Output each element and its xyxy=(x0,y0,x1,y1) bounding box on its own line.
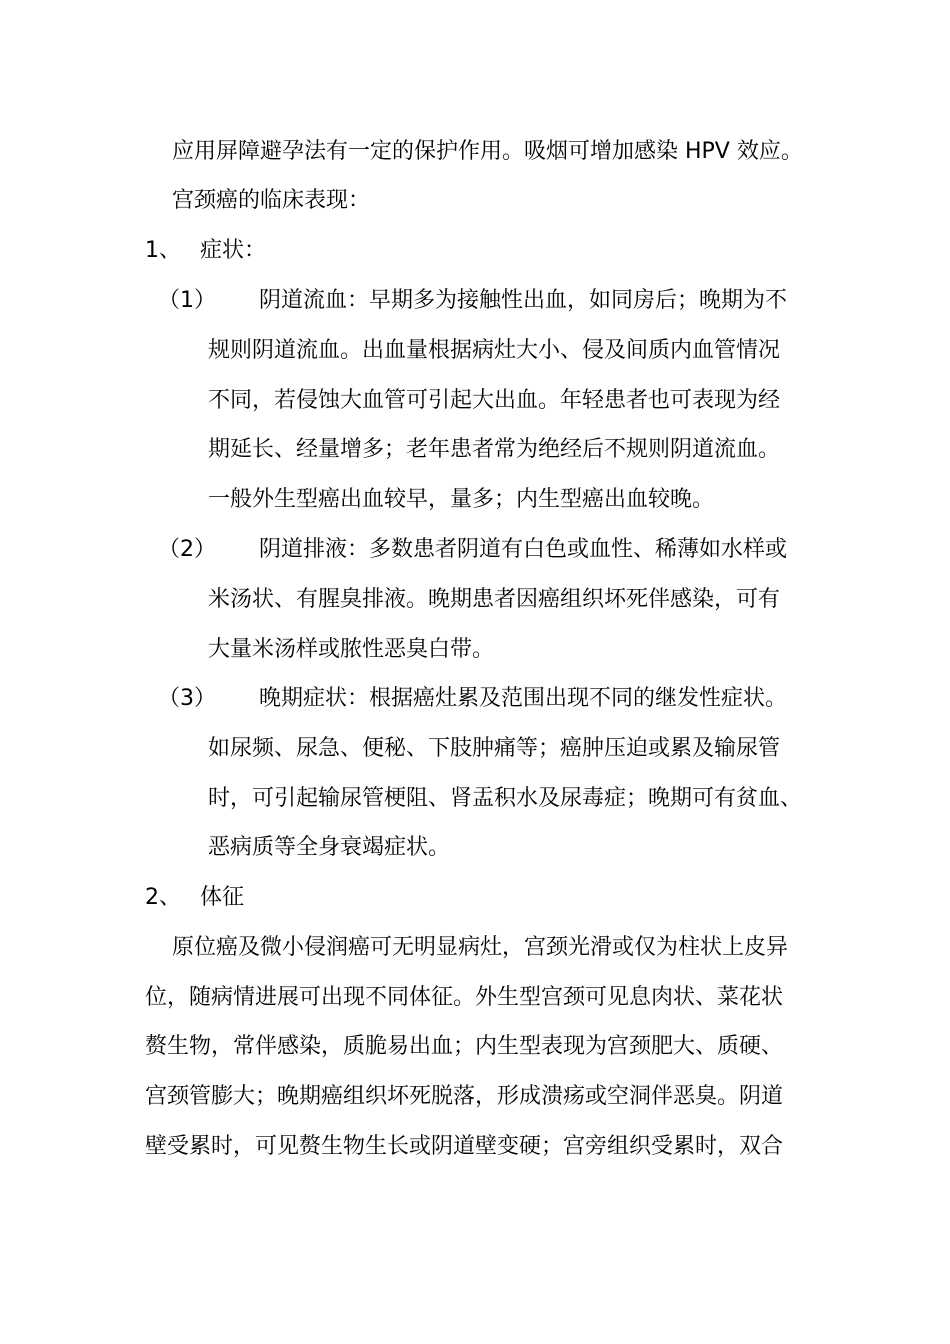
section2-paragraph-line: 赘生物，常伴感染，质脆易出血；内生型表现为宫颈肥大、质硬、 xyxy=(145,1034,784,1059)
section1-number: 1、 xyxy=(145,238,181,263)
item2-line: 大量米汤样或脓性恶臭白带。 xyxy=(208,637,495,662)
section2-paragraph-line: 宫颈管膨大；晚期癌组织坏死脱落，形成溃疡或空洞伴恶臭。阴道 xyxy=(145,1084,784,1109)
item3-line: 晚期症状：根据癌灶累及范围出现不同的继发性症状。 xyxy=(259,686,788,711)
section2-paragraph-line: 壁受累时，可见赘生物生长或阴道壁变硬；宫旁组织受累时，双合 xyxy=(145,1134,784,1159)
item1-line: 规则阴道流血。出血量根据病灶大小、侵及间质内血管情况 xyxy=(208,338,781,363)
item1-line: 不同，若侵蚀大血管可引起大出血。年轻患者也可表现为经 xyxy=(208,388,781,413)
item2-marker: （2） xyxy=(158,537,216,562)
item3-marker: （3） xyxy=(158,686,216,711)
section2-title: 体征 xyxy=(200,885,245,910)
section1-title: 症状： xyxy=(200,238,267,263)
item1-marker: （1） xyxy=(158,288,216,313)
item2-line: 米汤状、有腥臭排液。晚期患者因癌组织坏死伴感染，可有 xyxy=(208,587,781,612)
section2-paragraph-line: 位，随病情进展可出现不同体征。外生型宫颈可见息肉状、菜花状 xyxy=(145,985,784,1010)
item3-line: 恶病质等全身衰竭症状。 xyxy=(208,835,451,860)
item1-line: 一般外生型癌出血较早，量多；内生型癌出血较晚。 xyxy=(208,487,715,512)
item1-line: 阴道流血：早期多为接触性出血，如同房后；晚期为不 xyxy=(259,288,788,313)
intro-line: 应用屏障避孕法有一定的保护作用。吸烟可增加感染 HPV 效应。 xyxy=(172,139,803,164)
section2-number: 2、 xyxy=(145,885,181,910)
item3-line: 如尿频、尿急、便秘、下肢肿痛等；癌肿压迫或累及输尿管 xyxy=(208,736,781,761)
item3-line: 时，可引起输尿管梗阻、肾盂积水及尿毒症；晚期可有贫血、 xyxy=(208,786,803,811)
clinical-heading: 宫颈癌的临床表现： xyxy=(172,188,371,213)
item1-line: 期延长、经量增多；老年患者常为绝经后不规则阴道流血。 xyxy=(208,437,781,462)
section2-paragraph-line: 原位癌及微小侵润癌可无明显病灶，宫颈光滑或仅为柱状上皮异 xyxy=(172,935,789,960)
item2-line: 阴道排液：多数患者阴道有白色或血性、稀薄如水样或 xyxy=(259,537,788,562)
